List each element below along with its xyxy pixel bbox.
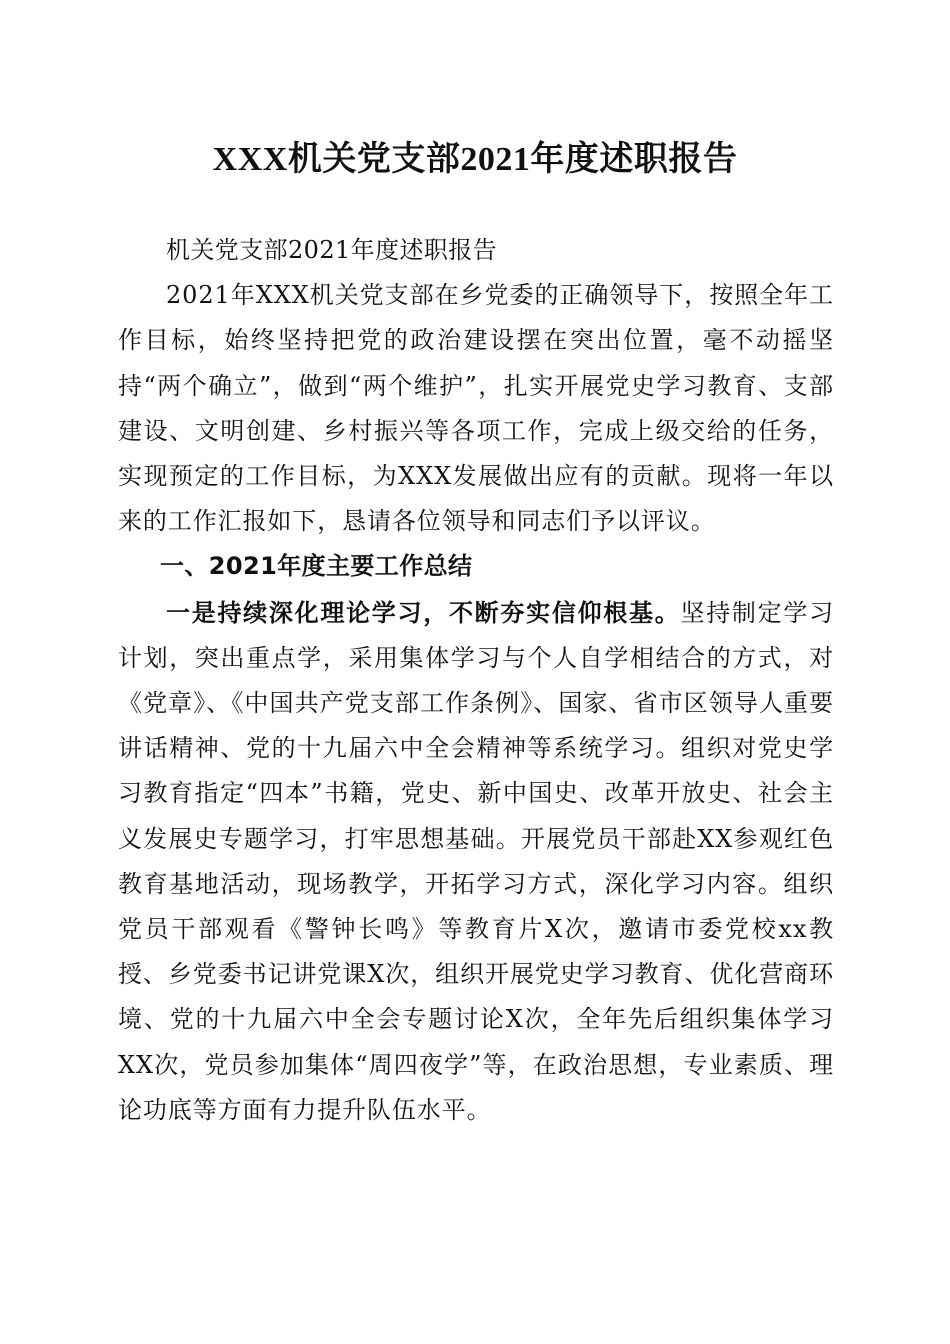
document-body: [118, 228, 834, 1133]
section-heading: 一、2021年度主要工作总结: [160, 552, 473, 581]
document-subtitle: 机关党支部2021年度述职报告: [166, 236, 498, 264]
theory-study-paragraph: [118, 590, 834, 1133]
intro-paragraph: 2021年XXX机关党支部在乡党委的正确领导下，按照全年工作目标，始终坚持把党的政治建设摆在突出位置，毫不动摇坚持“两个确立”，做到“两个维护”，扎实开展党史学习教育、支部建设、文明创建、乡村振兴等各项工作，完成上级交给的任务，实现预定的工作目标，为XXX发展做出应有的贡献。现将一年以来的工作汇报如下，恳请各位领导和同志们予以评议。: [118, 281, 834, 536]
document-title: XXX机关党支部2021年度述职报告: [212, 141, 738, 178]
paragraph-lead-sentence: 一是持续深化理论学习，不断夯实信仰根基。: [166, 597, 681, 627]
paragraph-body-text: 坚持制定学习计划，突出重点学，采用集体学习与个人自学相结合的方式，对《党章》、《中国共产党支部工作条例》、国家、省市区领导人重要讲话精神、党的十九届六中全会精神等系统学习。组织对党史学习教育指定“四本”书籍，党史、新中国史、改革开放史、社会主义发展史专题学习，打牢思想基础。开展党员干部赴XX参观红色教育基地活动，现场教学，开拓学习方式，深化学习内容。组织党员干部观看《警钟长鸣》等教育片X次，邀请市委党校xx教授、乡党委书记讲党课X次，组织开展党史学习教育、优化营商环境、党的十九届六中全会专题讨论X次，全年先后组织集体学习XX次，党员参加集体“周四夜学”等，在政治思想，专业素质、理论功底等方面有力提升队伍水平。: [118, 598, 835, 1124]
